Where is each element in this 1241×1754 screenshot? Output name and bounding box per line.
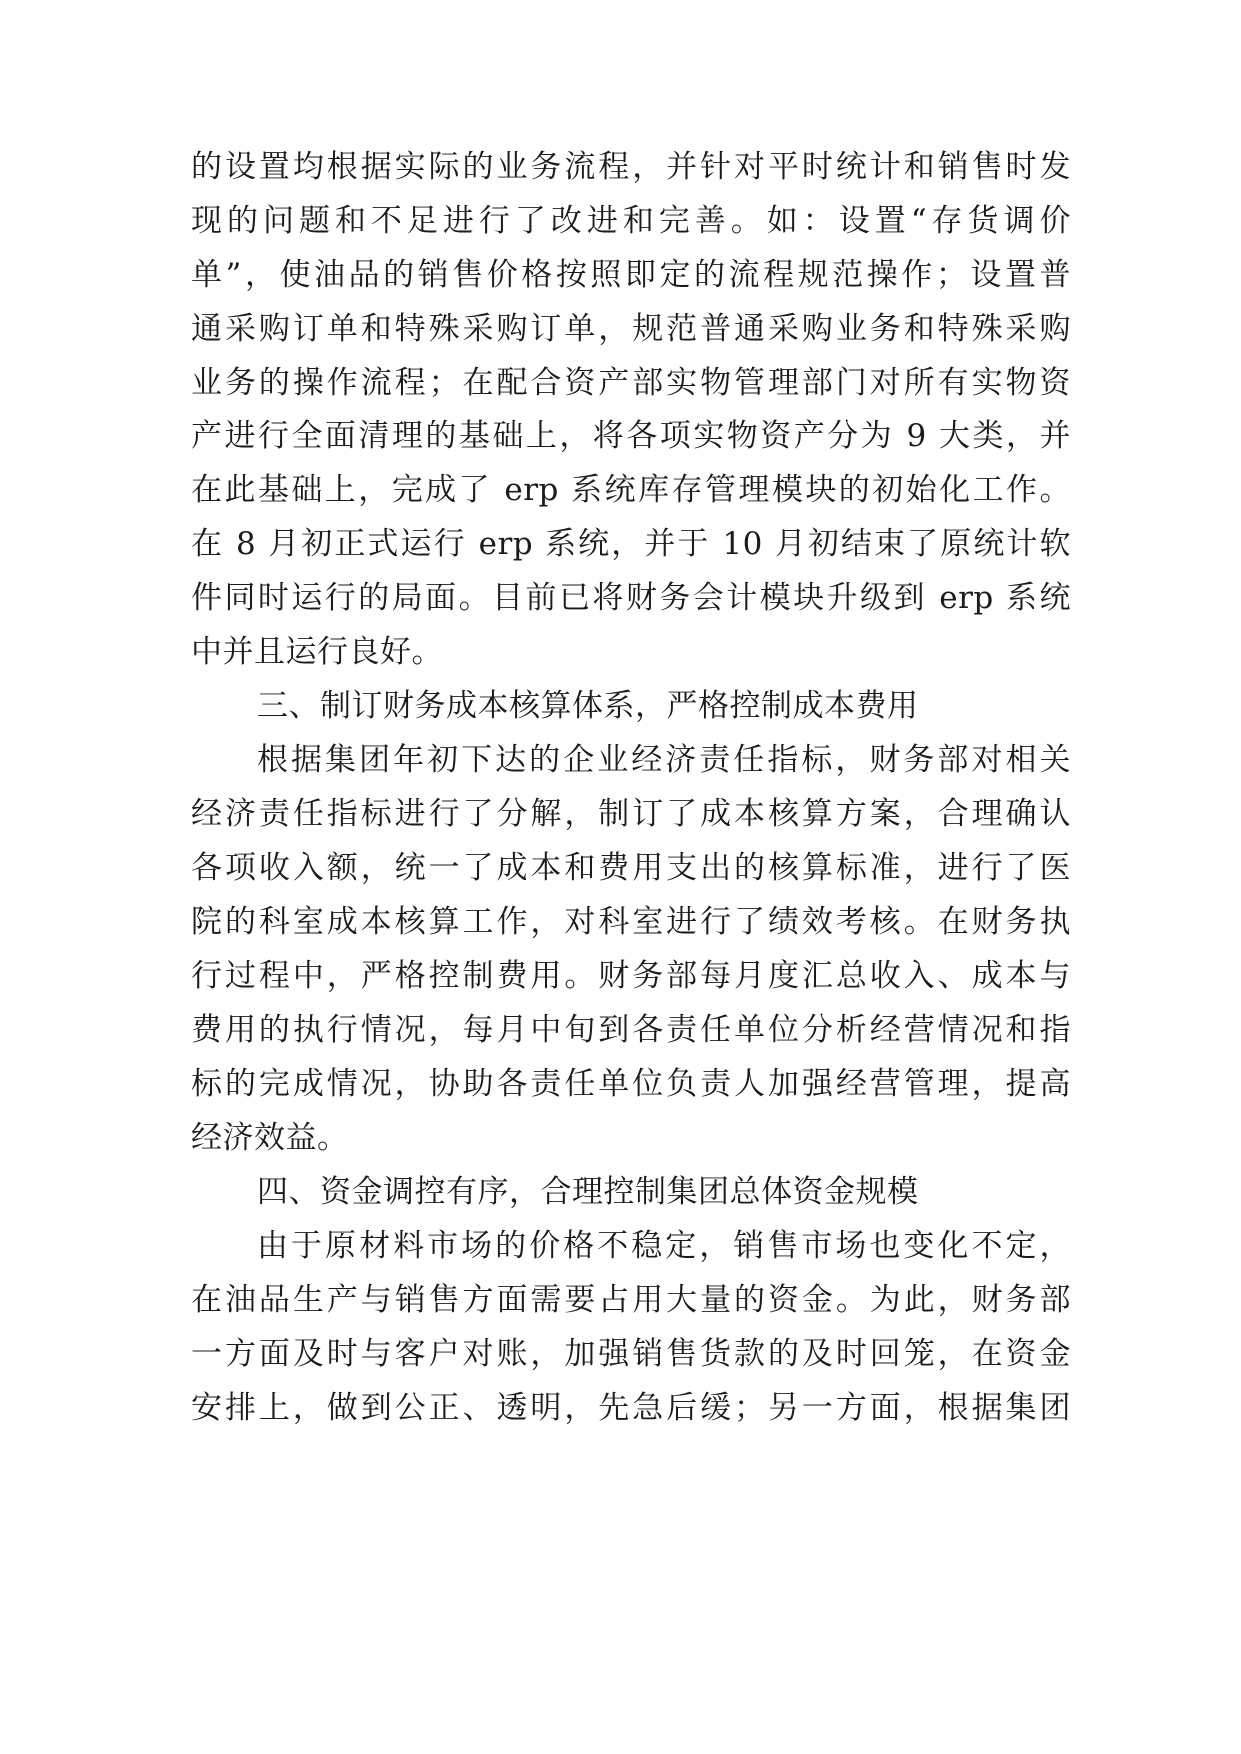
paragraph-line: 业务的操作流程；在配合资产部实物管理部门对所有实物资 <box>191 365 1071 401</box>
paragraph-line: 通采购订单和特殊采购订单，规范普通采购业务和特殊采购 <box>191 311 1071 347</box>
section-heading: 四、资金调控有序，合理控制集团总体资金规模 <box>257 1174 919 1210</box>
paragraph-line: 各项收入额，统一了成本和费用支出的核算标准，进行了医 <box>191 850 1071 886</box>
paragraph-line: 费用的执行情况，每月中旬到各责任单位分析经营情况和指 <box>191 1012 1071 1048</box>
paragraph-line: 经济责任指标进行了分解，制订了成本核算方案，合理确认 <box>191 796 1071 832</box>
paragraph-line: 标的完成情况，协助各责任单位负责人加强经营管理，提高 <box>191 1066 1071 1102</box>
paragraph-line: 由于原材料市场的价格不稳定，销售市场也变化不定， <box>257 1228 1071 1264</box>
paragraph-line: 一方面及时与客户对账，加强销售货款的及时回笼，在资金 <box>191 1336 1071 1372</box>
paragraph-line: 中并且运行良好。 <box>191 634 443 670</box>
paragraph-line: 产进行全面清理的基础上，将各项实物资产分为 9 大类，并 <box>191 418 1071 454</box>
paragraph-line: 行过程中，严格控制费用。财务部每月度汇总收入、成本与 <box>191 958 1071 994</box>
section-heading: 三、制订财务成本核算体系，严格控制成本费用 <box>257 688 919 724</box>
paragraph-line: 单”，使油品的销售价格按照即定的流程规范操作；设置普 <box>191 257 1071 293</box>
paragraph-line: 安排上，做到公正、透明，先急后缓；另一方面，根据集团 <box>191 1390 1071 1426</box>
paragraph-line: 经济效益。 <box>191 1120 349 1156</box>
paragraph-line: 现的问题和不足进行了改进和完善。如：设置“存货调价 <box>191 203 1071 239</box>
paragraph-line: 件同时运行的局面。目前已将财务会计模块升级到 erp 系统 <box>191 580 1071 616</box>
paragraph-line: 根据集团年初下达的企业经济责任指标，财务部对相关 <box>257 742 1071 778</box>
paragraph-line: 在此基础上，完成了 erp 系统库存管理模块的初始化工作。 <box>191 472 1071 508</box>
paragraph-line: 在油品生产与销售方面需要占用大量的资金。为此，财务部 <box>191 1282 1071 1318</box>
paragraph-line: 在 8 月初正式运行 erp 系统，并于 10 月初结束了原统计软 <box>191 526 1071 562</box>
paragraph-line: 的设置均根据实际的业务流程，并针对平时统计和销售时发 <box>191 149 1071 185</box>
paragraph-line: 院的科室成本核算工作，对科室进行了绩效考核。在财务执 <box>191 904 1071 940</box>
